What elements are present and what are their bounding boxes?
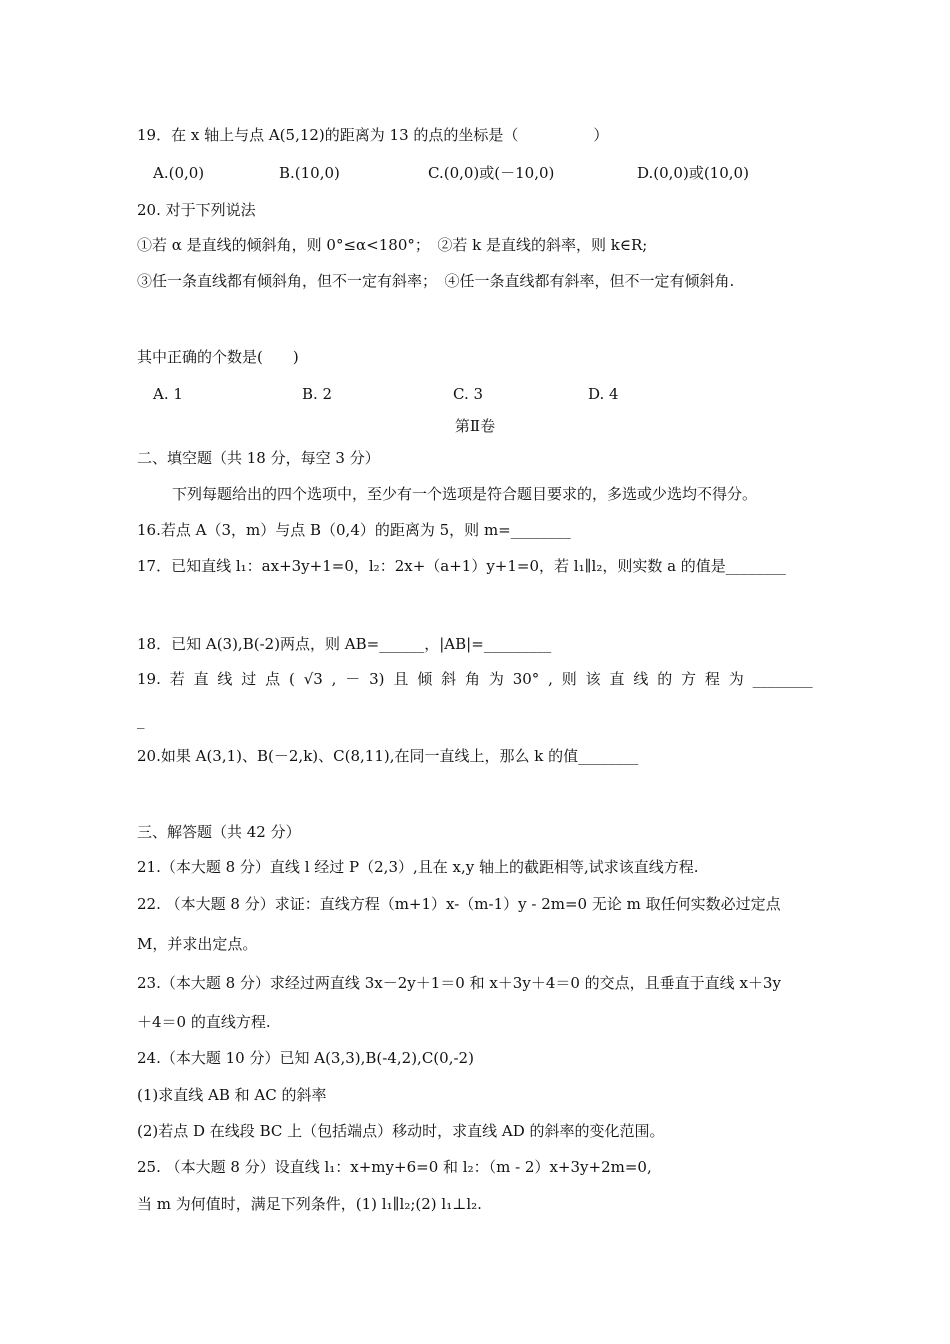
question-16: 16.若点 A（3，m）与点 B（0,4）的距离为 5，则 m=________ bbox=[137, 521, 571, 539]
question-19-fill bbox=[137, 669, 813, 689]
word: 线 bbox=[633, 670, 649, 688]
question-22-line-2: M，并求出定点。 bbox=[137, 935, 258, 953]
question-25-line-1: 25. （本大题 8 分）设直线 l₁：x+my+6=0 和 l₂：（m - 2）x+3y+2m=0, bbox=[137, 1158, 652, 1176]
question-19-stem: 19．在 x 轴上与点 A(5,12)的距离为 13 的点的坐标是（ ） bbox=[137, 126, 609, 144]
statement-line-2: ③任一条直线都有倾斜角，但不一定有斜率； ④任一条直线都有斜率，但不一定有倾斜角. bbox=[137, 272, 735, 290]
word: 过 bbox=[241, 670, 257, 688]
answer-blank: ________ bbox=[752, 670, 813, 688]
section-2-title: 二、填空题（共 18 分，每空 3 分） bbox=[137, 449, 380, 467]
section-3-title: 三、解答题（共 42 分） bbox=[137, 823, 301, 841]
option-c: C.(0,0)或(－10,0) bbox=[428, 164, 555, 182]
word: 直 bbox=[609, 670, 625, 688]
question-23-line-1: 23.（本大题 8 分）求经过两直线 3x－2y＋1＝0 和 x＋3y＋4＝0 的交点，且垂直于直线 x＋3y bbox=[137, 974, 781, 992]
word: 3) bbox=[369, 670, 385, 688]
word: 方 bbox=[681, 670, 697, 688]
word: 线 bbox=[217, 670, 233, 688]
option-c: C. 3 bbox=[453, 385, 484, 403]
question-20-fill: 20.如果 A(3,1)、B(－2,k)、C(8,11),在同一直线上，那么 k 的值________ bbox=[137, 747, 639, 765]
word: 斜 bbox=[441, 670, 457, 688]
question-24: 24.（本大题 10 分）已知 A(3,3),B(-4,2),C(0,-2) bbox=[137, 1049, 474, 1067]
question-24-part-1: (1)求直线 AB 和 AC 的斜率 bbox=[137, 1086, 327, 1104]
word: 倾 bbox=[417, 670, 433, 688]
section-2-note: 下列每题给出的四个选项中，至少有一个选项是符合题目要求的，多选或少选均不得分。 bbox=[172, 485, 758, 503]
question-18: 18．已知 A(3),B(-2)两点，则 AB=______，|AB|=_________ bbox=[137, 635, 552, 653]
question-20-ask: 其中正确的个数是( ) bbox=[137, 348, 299, 366]
word: , bbox=[331, 670, 337, 688]
word: 该 bbox=[585, 670, 601, 688]
word: 30° bbox=[512, 670, 540, 688]
word: 若 bbox=[169, 670, 185, 688]
option-b: B.(10,0) bbox=[279, 164, 340, 182]
statement-line-1: ①若 α 是直线的倾斜角，则 0°≤α<180°； ②若 k 是直线的斜率，则 k∈R; bbox=[137, 236, 648, 254]
word: 点 bbox=[265, 670, 281, 688]
word: 程 bbox=[704, 670, 720, 688]
answer-blank-continuation: _ bbox=[137, 711, 145, 729]
word: － bbox=[345, 670, 361, 688]
word: 直 bbox=[193, 670, 209, 688]
word: 为 bbox=[728, 670, 744, 688]
question-24-part-2: (2)若点 D 在线段 BC 上（包括端点）移动时，求直线 AD 的斜率的变化范围。 bbox=[137, 1122, 665, 1140]
option-b: B. 2 bbox=[302, 385, 333, 403]
option-a: A. 1 bbox=[153, 385, 183, 403]
word: 角 bbox=[464, 670, 480, 688]
question-22-line-1: 22. （本大题 8 分）求证：直线方程（m+1）x-（m-1）y - 2m=0 无论 m 取任何实数必过定点 bbox=[137, 895, 781, 913]
option-d: D. 4 bbox=[588, 385, 619, 403]
sqrt-three: √3 bbox=[303, 670, 323, 688]
question-25-line-2: 当 m 为何值时，满足下列条件，(1) l₁∥l₂;(2) l₁⊥l₂. bbox=[137, 1195, 482, 1213]
word: 为 bbox=[488, 670, 504, 688]
word: 的 bbox=[657, 670, 673, 688]
volume-title: 第Ⅱ卷 bbox=[454, 417, 496, 435]
word: 19. bbox=[137, 670, 161, 688]
question-23-line-2: ＋4＝0 的直线方程. bbox=[137, 1013, 271, 1031]
option-a: A.(0,0) bbox=[153, 164, 205, 182]
word: , bbox=[548, 670, 553, 688]
question-21: 21.（本大题 8 分）直线 l 经过 P（2,3）,且在 x,y 轴上的截距相等,试求该直线方程. bbox=[137, 858, 699, 876]
word: 且 bbox=[393, 670, 409, 688]
question-17: 17．已知直线 l₁：ax+3y+1=0，l₂：2x+（a+1）y+1=0，若 l₁∥l₂，则实数 a 的值是________ bbox=[137, 557, 786, 575]
word: ( bbox=[289, 670, 295, 688]
question-20-stem: 20. 对于下列说法 bbox=[137, 201, 256, 219]
option-d: D.(0,0)或(10,0) bbox=[637, 164, 749, 182]
word: 则 bbox=[561, 670, 577, 688]
